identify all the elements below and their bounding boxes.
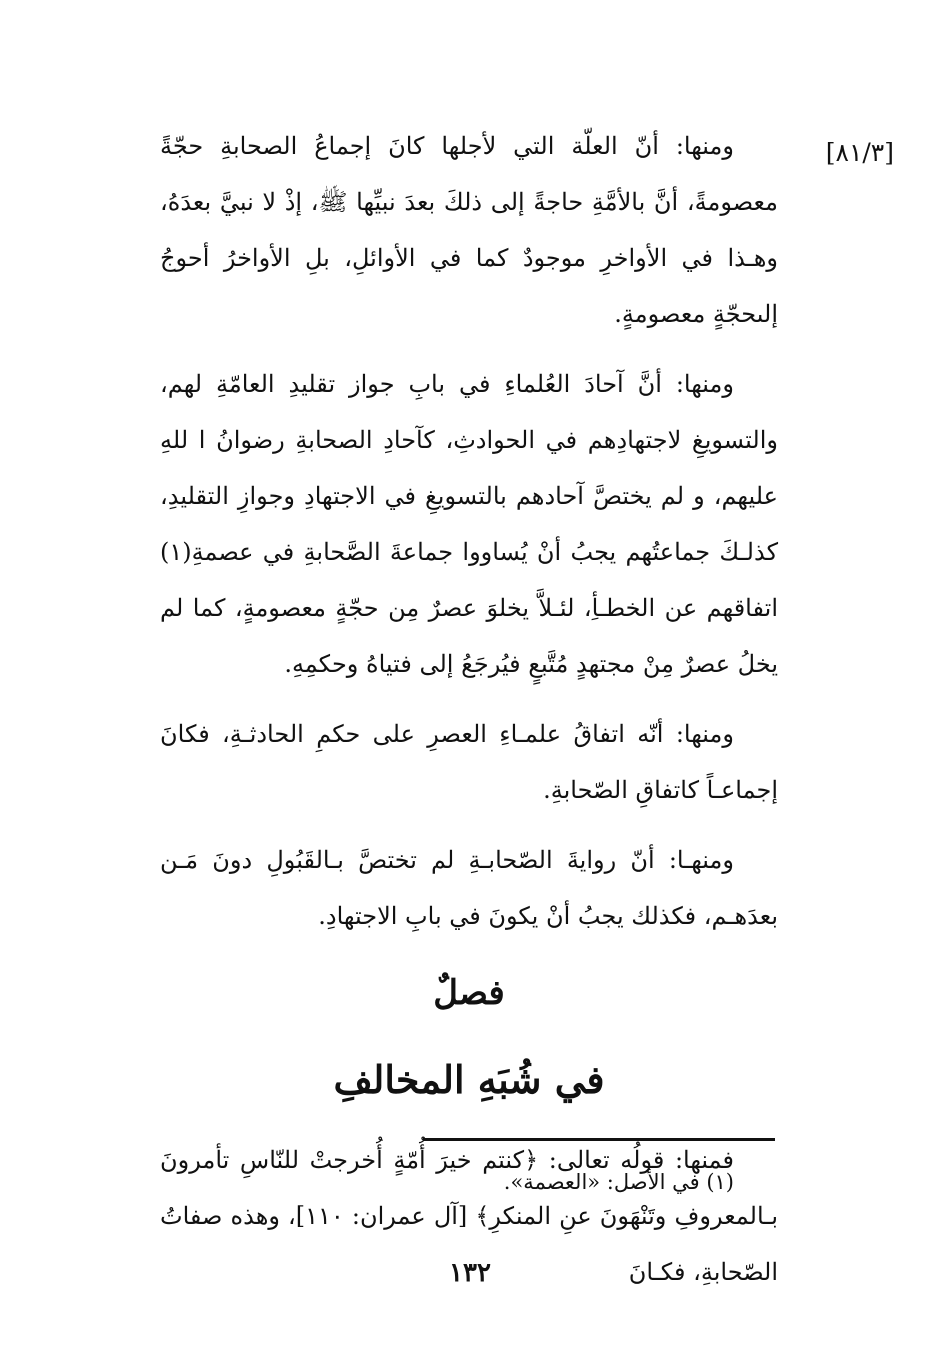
- section-heading: فصلٌ: [433, 973, 505, 1013]
- paragraph: ومنهـا: أنّ روايةَ الصّحابـةِ لم تختصَّ بـالقَبُولِ دونَ مَـن بعدَهـم، فكذلك يجبُ أنْ يكونَ في بابِ الاجتهادِ.: [160, 846, 778, 930]
- page-number: ١٣٢: [449, 1258, 491, 1288]
- main-text: [160, 118, 778, 1314]
- paragraph: ومنها: أنّ العلّة التي لأجلها كانَ إجماعُ الصحابةِ حجّةً معصومةً، أنَّ بالأمَّةِ حاجةً إلى ذلكَ بعدَ نبيِّها ﷺ، إذْ لا نبيَّ بعدَهُ، وهـذا في الأواخرِ موجودٌ كما في الأوائلِ، بلِ الأواخرُ أحوجُ إلىحجّةٍ معصومةٍ.: [160, 132, 778, 328]
- paragraph: فمنها: قولُه تعالى: ﴿كنتم خيرَ أُمّةٍ أُخرجتْ للنّاسِ تأمرونَ بـالمعروفِ وتَنْهَونَ عنِ المنكرِ﴾ [آل عمران: ١١٠]، وهذه صفاتُ الصّحابةِ، فكـانَ: [160, 1146, 778, 1286]
- section-subheading: في شُبَهِ المخالفِ: [333, 1057, 605, 1102]
- margin-reference: [٨١/٣]: [825, 138, 894, 167]
- paragraph: ومنها: أنّه اتفاقُ علمـاءِ العصرِ على حكمِ الحادثـةِ، فكانَ إجماعـاً كاتفاقِ الصّحابةِ.: [160, 720, 778, 804]
- paragraph: ومنها: أنَّ آحادَ العُلماءِ في بابِ جواز تقليدِ العامّةِ لهم، والتسويغِ لاجتهادِهم في الحوادثِ، كآحادِ الصحابةِ رضوانُ ا للهِ عليهم، و لم يختصَّ آحادهم بالتسويغِ في الاجتهادِ وجوازِ التقليدِ، كذلـكَ جماعتُهم يجبُ أنْ يُساووا جماعةَ الصَّحابةِ في عصمةِ(١) اتفاقهم عن الخطـأِ، لئـلاَّ يخلوَ عصرٌ مِن حجّةٍ معصومةٍ، كما لم يخلُ عصرٌ مِنْ مجتهدٍ مُتَّبعٍ فيُرجَعُ إلى فتياهُ وحكمِهِ.: [160, 370, 778, 678]
- footnote: (١) في الأصل: «العصمة».: [503, 1170, 734, 1194]
- footnote-divider: [423, 1138, 775, 1141]
